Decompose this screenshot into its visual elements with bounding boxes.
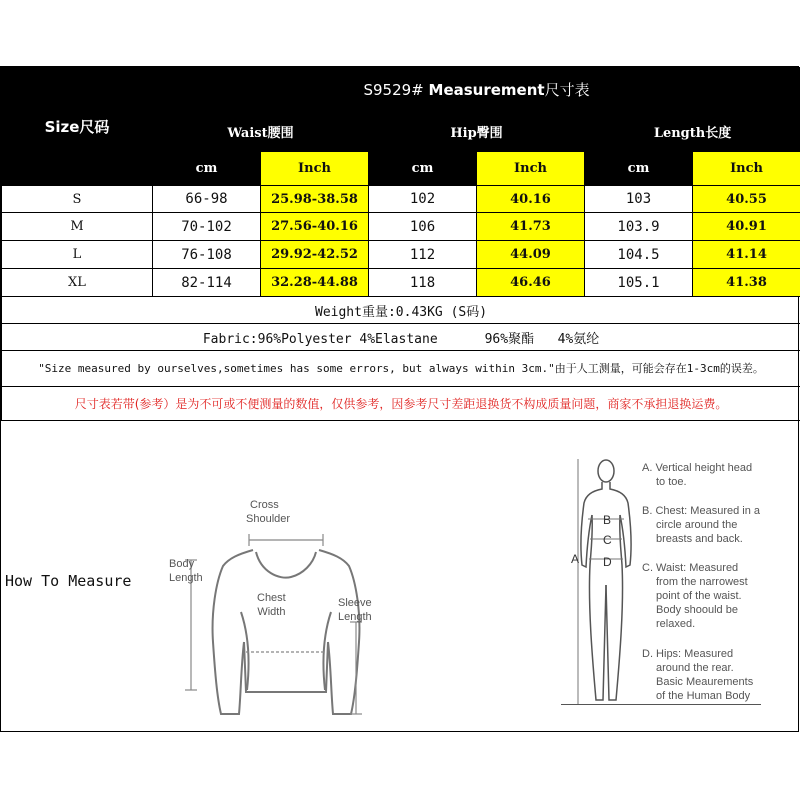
table-row [2,269,800,297]
title-cn: 尺寸表 [544,81,590,99]
cross-shoulder-line1: Cross [250,499,279,511]
body-note-a [642,461,752,489]
unit-inch: Inch [693,152,800,186]
body-letter-d: D [603,555,612,569]
cross-shoulder-line2: Shoulder [246,513,291,525]
body-length-line1: Body [169,558,195,570]
waist-inch: 29.92-42.52 [261,241,369,269]
unit-cm: cm [153,152,261,186]
table-row [2,213,800,241]
how-to-measure-label: How To Measure [5,572,132,590]
chest-width-label [257,591,286,619]
body-length-line2: Length [169,572,203,584]
note-c-line4: Body shoould be [656,604,738,616]
note-c-line3: point of the waist. [656,590,742,602]
length-inch: 40.55 [693,186,800,213]
size-label: L [2,241,153,269]
hip-header: Hip臀围 [369,112,585,152]
title-measurement: Measurement [428,81,545,99]
hip-inch: 40.16 [477,186,585,213]
body-outline [581,460,631,700]
body-diagram [566,455,646,717]
hip-cm: 112 [369,241,477,269]
waist-header: Waist腰围 [153,112,369,152]
sleeve-length-label [338,596,372,624]
body-measure-lines [578,459,624,705]
unit-inch: Inch [261,152,369,186]
note-d-line4: of the Human Body [656,690,751,702]
note-a-line1: A. Vertical height head [642,462,753,474]
length-cm: 104.5 [585,241,693,269]
length-cm: 103 [585,186,693,213]
note-d-line3: Basic Meaurements [656,676,754,688]
size-label: M [2,213,153,241]
hip-inch: 46.46 [477,269,585,297]
unit-cm: cm [369,152,477,186]
chart-title [153,68,800,112]
hip-cm: 102 [369,186,477,213]
hip-inch: 41.73 [477,213,585,241]
unit-cm: cm [585,152,693,186]
body-note-b [642,504,760,546]
body-letter-a: A [571,552,580,566]
measure-arrows [185,534,362,714]
body-note-d [642,647,753,703]
length-cm: 103.9 [585,213,693,241]
chest-width-line1: Chest [257,592,286,604]
title-code: S9529# [363,81,424,99]
size-label: XL [2,269,153,297]
chest-width-line2: Width [257,606,286,618]
note-c-line1: C. Waist: Measured [642,562,739,574]
size-label: S [2,186,153,213]
note-c-line5: relaxed. [656,618,696,630]
body-letter-b: B [603,513,612,527]
length-header: Length长度 [585,112,800,152]
table-row [2,186,800,213]
baseline-rule [561,704,761,705]
note-a-line2: to toe. [656,476,687,488]
sleeve-length-line2: Length [338,611,372,623]
body-length-label [169,557,203,585]
waist-cm: 82-114 [153,269,261,297]
waist-inch: 27.56-40.16 [261,213,369,241]
hip-cm: 106 [369,213,477,241]
fabric-line: Fabric:96%Polyester 4%Elastane 96%聚酯 4%氨纶 [2,324,800,351]
measurement-note: "Size measured by ourselves,sometimes has some errors, but always within 3cm."由于人工测量，可能会存在1-3cm的误差。 [2,351,800,387]
waist-cm: 70-102 [153,213,261,241]
note-b-line2: circle around the [656,519,738,531]
length-inch: 41.38 [693,269,800,297]
sleeve-length-line1: Sleeve [338,597,372,609]
note-d-line2: around the rear. [656,662,734,674]
length-inch: 40.91 [693,213,800,241]
hip-cm: 118 [369,269,477,297]
size-header: Size尺码 [2,68,153,186]
waist-cm: 66-98 [153,186,261,213]
length-inch: 41.14 [693,241,800,269]
waist-inch: 32.28-44.88 [261,269,369,297]
length-cm: 105.1 [585,269,693,297]
body-note-c [642,561,748,631]
hip-inch: 44.09 [477,241,585,269]
size-chart-sheet [0,66,799,732]
waist-inch: 25.98-38.58 [261,186,369,213]
waist-cm: 76-108 [153,241,261,269]
weight-line: Weight重量:0.43KG (S码) [2,297,800,324]
size-table [1,67,800,421]
note-c-line2: from the narrowest [656,576,748,588]
body-letter-c: C [603,533,612,547]
note-d-line1: D. Hips: Measured [642,648,734,660]
sweater-outline [213,550,360,714]
cross-shoulder-label [246,498,290,526]
table-row [2,241,800,269]
note-b-line1: B. Chest: Measured in a [642,505,761,517]
note-b-line3: breasts and back. [656,533,743,545]
disclaimer-line: 尺寸表若带(参考）是为不可或不便测量的数值，仅供参考，因参考尺寸差距退换货不构成质量问题，商家不承担退换运费。 [2,387,800,421]
unit-inch: Inch [477,152,585,186]
